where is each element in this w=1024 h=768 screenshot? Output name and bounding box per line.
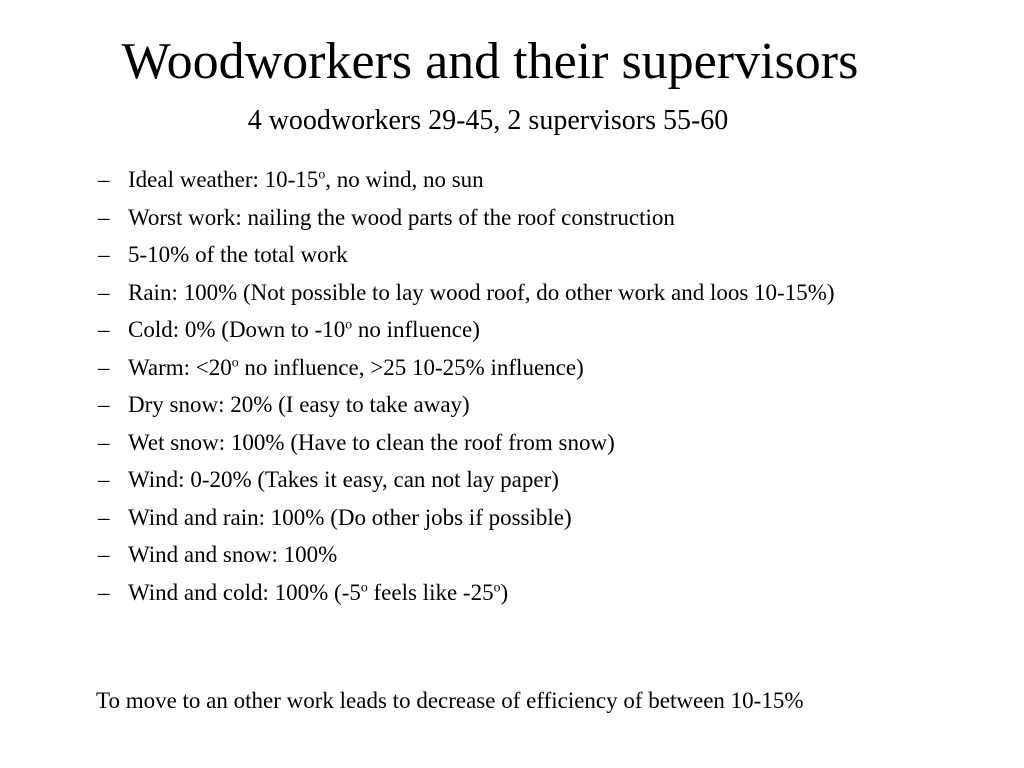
bullet-text	[128, 280, 835, 305]
bullet-text	[128, 317, 480, 342]
bullet-text-run: Warm: <20	[128, 354, 232, 380]
bullet-dash: –	[98, 242, 110, 267]
bullet-item	[96, 165, 956, 195]
bullet-list	[96, 165, 956, 615]
bullet-dash: –	[98, 429, 110, 455]
bullet-text-run: Cold: 0% (Down to -10	[128, 317, 346, 342]
bullet-dash: –	[98, 504, 110, 530]
bullet-text-run: Wind and rain: 100% (Do other jobs if possible)	[128, 504, 572, 530]
bullet-text-run: no influence)	[352, 317, 480, 342]
bullet-dash: –	[98, 204, 110, 230]
bullet-dash: –	[98, 542, 110, 567]
bullet-text	[128, 242, 348, 267]
bullet-item	[96, 353, 956, 383]
bullet-dash: –	[98, 354, 110, 380]
bullet-item	[96, 240, 956, 270]
bullet-item	[96, 428, 956, 458]
bullet-text-run: Worst work: nailing the wood parts of the roof construction	[128, 204, 675, 230]
bullet-item	[96, 465, 956, 495]
bullet-text-run: Ideal weather: 10-15	[128, 167, 319, 192]
bullet-text-run: no influence, >25 10-25% influence)	[238, 354, 584, 380]
bullet-text-run: )	[500, 579, 509, 605]
bullet-dash: –	[98, 167, 110, 192]
bullet-dash: –	[98, 467, 110, 492]
degree-superscript: o	[345, 316, 353, 332]
bullet-text-run: Wet snow: 100% (Have to clean the roof from snow)	[128, 429, 615, 455]
degree-superscript: o	[318, 166, 326, 182]
bullet-text-run: feels like -25	[367, 579, 494, 605]
bullet-text-run: Rain: 100% (Not possible to lay wood roof, do other work and loos 10-15%)	[128, 279, 835, 305]
bullet-item	[96, 315, 956, 345]
degree-superscript: o	[360, 578, 368, 594]
footer-note: To move to an other work leads to decrease of efficiency of between 10-15%	[96, 688, 804, 713]
bullet-item	[96, 278, 956, 308]
bullet-item	[96, 503, 956, 533]
slide-title: Woodworkers and their supervisors	[121, 33, 859, 90]
bullet-dash: –	[98, 317, 110, 342]
bullet-item	[96, 540, 956, 570]
bullet-text-run: Wind and cold: 100% (-5	[128, 579, 361, 605]
bullet-text	[128, 580, 508, 605]
bullet-dash: –	[98, 392, 110, 417]
bullet-text	[128, 467, 559, 492]
bullet-text-run: Wind and snow: 100%	[128, 542, 338, 567]
bullet-item	[96, 390, 956, 420]
bullet-text-run: , no wind, no sun	[325, 167, 484, 192]
bullet-dash: –	[98, 279, 110, 305]
degree-superscript: o	[231, 353, 239, 369]
degree-superscript: o	[493, 578, 501, 594]
bullet-item	[96, 578, 956, 608]
bullet-item	[96, 203, 956, 233]
bullet-text	[128, 167, 484, 192]
slide-subtitle: 4 woodworkers 29-45, 2 supervisors 55-60	[247, 105, 729, 136]
bullet-dash: –	[98, 579, 110, 605]
bullet-text-run: Wind: 0-20% (Takes it easy, can not lay paper)	[128, 467, 559, 492]
bullet-text-run: 5-10% of the total work	[128, 242, 348, 267]
bullet-text	[128, 542, 337, 567]
bullet-text	[128, 430, 615, 455]
bullet-text	[128, 392, 470, 417]
bullet-text	[128, 355, 584, 380]
bullet-text-run: Dry snow: 20% (I easy to take away)	[128, 392, 470, 417]
bullet-text	[128, 205, 675, 230]
bullet-text	[128, 505, 572, 530]
